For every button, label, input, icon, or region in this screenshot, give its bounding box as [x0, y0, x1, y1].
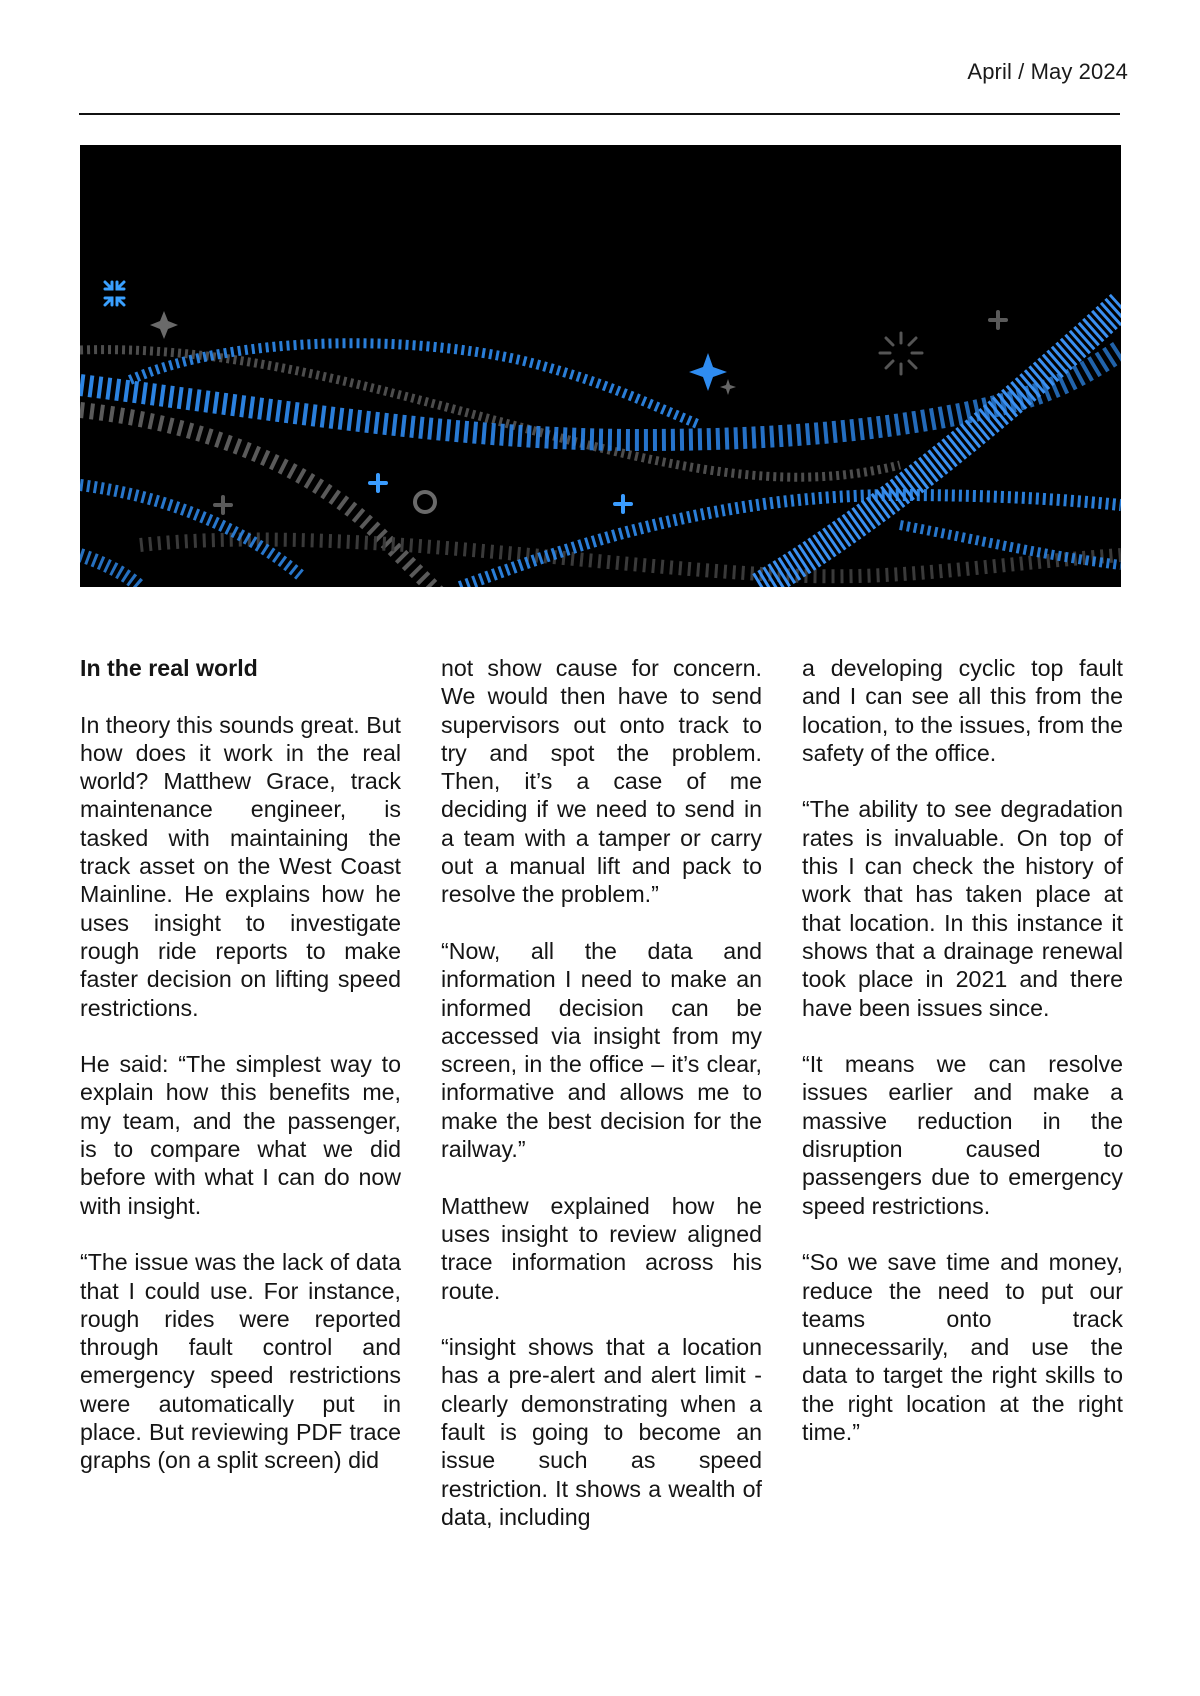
issue-date: April / May 2024 [967, 59, 1128, 84]
hero-illustration [80, 145, 1121, 587]
paragraph: “It means we can resolve issues earlier and make a massive reduction in the disruption caused to passengers due to emergency speed restrictions. [802, 1051, 1123, 1219]
paragraph: In theory this sounds great. But how does it work in the real world? Matthew Grace, track maintenance engineer, is tasked with maintaining the track asset on the West Coast Mainline. He explains how he uses insight to investigate rough ride reports to make faster decision on lifting speed restrictions. [80, 711, 401, 1021]
paragraph: “So we save time and money, reduce the need to put our teams onto track unnecessarily, and use the data to target the right skills to the right location at the right time.” [802, 1249, 1123, 1446]
paragraph: “insight shows that a location has a pre-alert and alert limit - clearly demonstrating when a fault is going to become an issue such as speed restriction. It shows a wealth of data, including [441, 1334, 762, 1530]
article-column-2 [441, 654, 762, 1531]
section-heading: In the real world [80, 655, 258, 681]
paragraph: He said: “The simplest way to explain how this benefits me, my team, and the passenger, is to compare what we did before with what I can do now with insight. [80, 1051, 401, 1219]
paragraph: not show cause for concern. We would then have to send supervisors out onto track to try and spot the problem. Then, it’s a case of me deciding if we need to send in a team with a tamper or carry out a manual lift and pack to resolve the problem.” [441, 655, 762, 908]
paragraph: Matthew explained how he uses insight to review aligned trace information across his route. [441, 1192, 762, 1304]
paragraph: “The issue was the lack of data that I could use. For instance, rough rides were reported through fault control and emergency speed restrictions were automatically put in place. But reviewing PDF trace graphs (on a split screen) did [80, 1249, 401, 1474]
paragraph: “The ability to see degradation rates is invaluable. On top of this I can check the history of work that has taken place at that location. In this instance it shows that a drainage renewal took place in 2021 and there have been issues since. [802, 796, 1123, 1021]
header-divider [79, 113, 1120, 115]
paragraph: a developing cyclic top fault and I can see all this from the location, to the issues, from the safety of the office. [802, 655, 1123, 766]
article-column-3 [802, 654, 1123, 1446]
paragraph: “Now, all the data and information I need to make an informed decision can be accessed via insight from my screen, in the office – it’s clear, informative and allows me to make the best decision for the railway.” [441, 937, 762, 1163]
article-column-1 [80, 654, 401, 1475]
